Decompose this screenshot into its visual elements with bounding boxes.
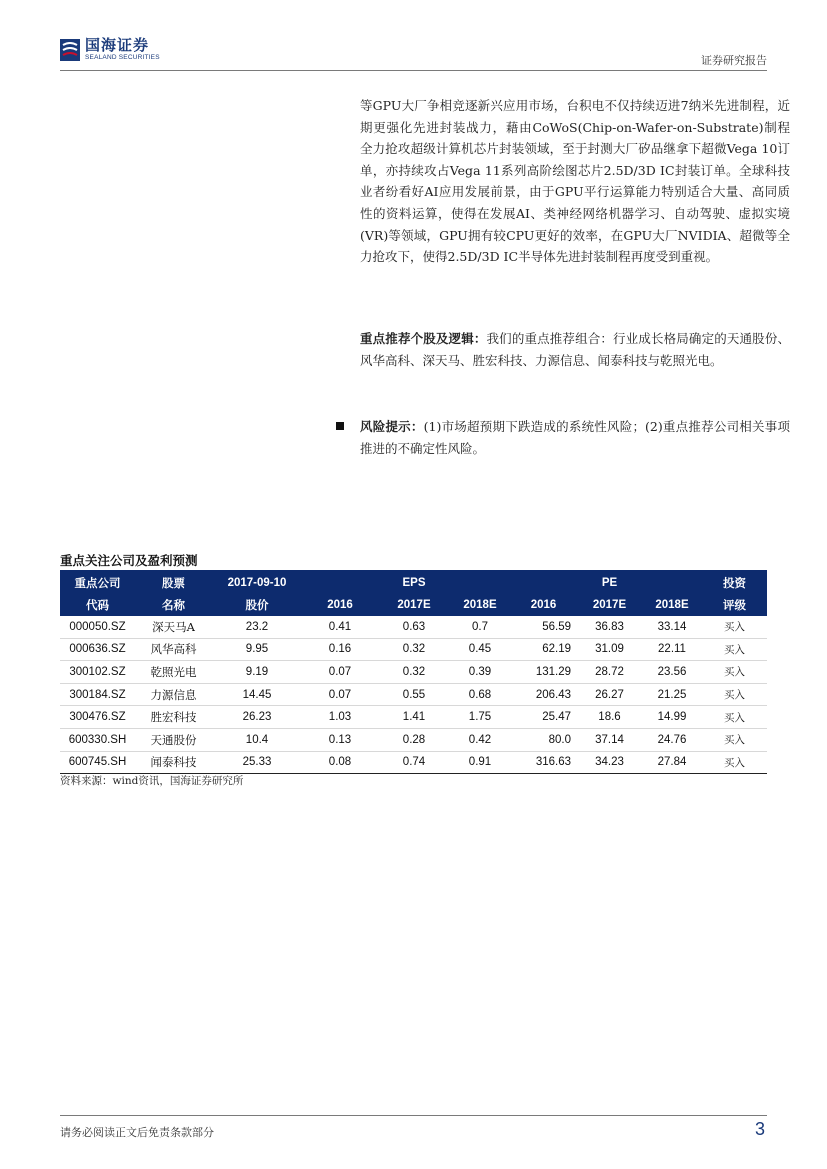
cell-price: 10.4 [212, 728, 302, 751]
page-number: 3 [754, 1119, 765, 1139]
table-row [60, 661, 767, 684]
cell-rating: 买入 [702, 661, 767, 684]
header-pe-2017e: 2017E [577, 594, 642, 616]
header-divider [60, 70, 767, 71]
cell-eps-2017e: 1.41 [378, 706, 450, 729]
cell-price: 9.95 [212, 638, 302, 661]
header-eps-2018e: 2018E [450, 594, 510, 616]
cell-eps-2017e: 0.55 [378, 683, 450, 706]
cell-pe-2016: 56.59 [510, 616, 577, 638]
header-eps-2017e: 2017E [378, 594, 450, 616]
cell-eps-2016: 0.07 [302, 661, 378, 684]
cell-rating: 买入 [702, 728, 767, 751]
table-caption: 重点关注公司及盈利预测 [60, 553, 198, 568]
risk-label: 风险提示： [360, 419, 424, 434]
cell-pe-2018e: 33.14 [642, 616, 702, 638]
cell-eps-2016: 0.16 [302, 638, 378, 661]
header-name: 股票 [135, 570, 212, 594]
table-source-note: 资料来源：wind资讯，国海证券研究所 [60, 775, 244, 787]
footer-disclaimer: 请务必阅读正文后免责条款部分 [60, 1126, 214, 1139]
header-name-2: 名称 [135, 594, 212, 616]
cell-price: 9.19 [212, 661, 302, 684]
cell-pe-2018e: 27.84 [642, 751, 702, 774]
cell-pe-2017e: 28.72 [577, 661, 642, 684]
cell-price: 25.33 [212, 751, 302, 774]
cell-rating: 买入 [702, 616, 767, 638]
cell-name: 乾照光电 [135, 661, 212, 684]
cell-eps-2018e: 1.75 [450, 706, 510, 729]
cell-code: 000636.SZ [60, 638, 135, 661]
cell-pe-2018e: 23.56 [642, 661, 702, 684]
cell-eps-2018e: 0.7 [450, 616, 510, 638]
header-code: 重点公司 [60, 570, 135, 594]
cell-pe-2017e: 18.6 [577, 706, 642, 729]
cell-pe-2018e: 14.99 [642, 706, 702, 729]
cell-name: 闻泰科技 [135, 751, 212, 774]
cell-rating: 买入 [702, 751, 767, 774]
cell-eps-2016: 0.41 [302, 616, 378, 638]
earnings-forecast-table [60, 570, 767, 774]
header-eps: EPS [378, 570, 450, 594]
cell-eps-2016: 0.07 [302, 683, 378, 706]
recommendation-paragraph [360, 328, 790, 371]
logo-chinese-name: 国海证券 [85, 36, 150, 54]
risk-text: (1)市场超预期下跌造成的系统性风险；(2)重点推荐公司相关事项推进的不确定性风险。 [360, 419, 790, 456]
table-row [60, 616, 767, 638]
cell-eps-2017e: 0.74 [378, 751, 450, 774]
cell-eps-2018e: 0.39 [450, 661, 510, 684]
industry-analysis-paragraph: 等GPU大厂争相竞逐新兴应用市场，台积电不仅持续迈进7纳米先进制程，近期更强化先进封装战力，藉由CoWoS(Chip-on-Wafer-on-Substrate)制程全力抢攻超级计算机芯片封装领域，至于封测大厂矽品继拿下超微Vega 10订单，亦持续攻占Vega 11系列高阶绘图芯片2.5D/3D IC封装订单。全球科技业者纷看好AI应用发展前景，由于GPU平行运算能力特别适合大量、高同质性的资料运算，使得在发展AI、类神经网络机器学习、自动驾驶、虚拟实境(VR)等领域，GPU拥有较CPU更好的效率，在GPU大厂NVIDIA、超微等全力抢攻下，使得2.5D/3D IC半导体先进封装制程再度受到重视。 [360, 98, 790, 265]
recommendation-text: 我们的重点推荐组合：行业成长格局确定的天通股份、风华高科、深天马、胜宏科技、力源信息、闻泰科技与乾照光电。 [360, 331, 790, 368]
header-eps-2016: 2016 [302, 594, 378, 616]
cell-eps-2017e: 0.32 [378, 638, 450, 661]
header-pe-2018e: 2018E [642, 594, 702, 616]
table-row [60, 706, 767, 729]
cell-pe-2016: 316.63 [510, 751, 577, 774]
sealand-logo-icon [60, 39, 80, 61]
cell-eps-2018e: 0.45 [450, 638, 510, 661]
cell-pe-2016: 80.0 [510, 728, 577, 751]
table-header-row-2 [60, 594, 767, 616]
cell-price: 23.2 [212, 616, 302, 638]
bullet-square-icon [336, 422, 344, 430]
cell-eps-2018e: 0.91 [450, 751, 510, 774]
cell-rating: 买入 [702, 706, 767, 729]
header-price: 股价 [212, 594, 302, 616]
cell-code: 300184.SZ [60, 683, 135, 706]
cell-pe-2017e: 36.83 [577, 616, 642, 638]
cell-eps-2016: 1.03 [302, 706, 378, 729]
cell-eps-2017e: 0.28 [378, 728, 450, 751]
cell-eps-2017e: 0.63 [378, 616, 450, 638]
cell-rating: 买入 [702, 683, 767, 706]
cell-eps-2018e: 0.68 [450, 683, 510, 706]
cell-pe-2016: 131.29 [510, 661, 577, 684]
table-row [60, 683, 767, 706]
table-row [60, 728, 767, 751]
cell-code: 300102.SZ [60, 661, 135, 684]
sealand-logo [60, 38, 160, 62]
header-rating-2: 评级 [702, 594, 767, 616]
header-date: 2017-09-10 [212, 570, 302, 594]
cell-name: 风华高科 [135, 638, 212, 661]
header-pe-2016: 2016 [510, 594, 577, 616]
cell-pe-2016: 206.43 [510, 683, 577, 706]
cell-eps-2016: 0.13 [302, 728, 378, 751]
header-rating: 投资 [702, 570, 767, 594]
cell-eps-2016: 0.08 [302, 751, 378, 774]
cell-pe-2016: 62.19 [510, 638, 577, 661]
report-type-label: 证券研究报告 [701, 54, 767, 67]
cell-code: 000050.SZ [60, 616, 135, 638]
cell-pe-2017e: 34.23 [577, 751, 642, 774]
header-pe: PE [577, 570, 642, 594]
cell-rating: 买入 [702, 638, 767, 661]
cell-name: 深天马A [135, 616, 212, 638]
footer-divider [60, 1115, 767, 1116]
cell-code: 600745.SH [60, 751, 135, 774]
cell-pe-2018e: 22.11 [642, 638, 702, 661]
cell-pe-2018e: 21.25 [642, 683, 702, 706]
table-row [60, 638, 767, 661]
cell-eps-2018e: 0.42 [450, 728, 510, 751]
cell-pe-2017e: 26.27 [577, 683, 642, 706]
cell-price: 26.23 [212, 706, 302, 729]
cell-code: 300476.SZ [60, 706, 135, 729]
cell-name: 胜宏科技 [135, 706, 212, 729]
cell-name: 力源信息 [135, 683, 212, 706]
table-header-row-1 [60, 570, 767, 594]
cell-code: 600330.SH [60, 728, 135, 751]
cell-eps-2017e: 0.32 [378, 661, 450, 684]
cell-pe-2017e: 37.14 [577, 728, 642, 751]
cell-pe-2017e: 31.09 [577, 638, 642, 661]
header-code-2: 代码 [60, 594, 135, 616]
cell-pe-2018e: 24.76 [642, 728, 702, 751]
cell-price: 14.45 [212, 683, 302, 706]
logo-english-name: SEALAND SECURITIES [85, 54, 160, 61]
cell-pe-2016: 25.47 [510, 706, 577, 729]
risk-paragraph [360, 416, 790, 459]
recommendation-label: 重点推荐个股及逻辑： [360, 331, 487, 346]
cell-name: 天通股份 [135, 728, 212, 751]
table-row [60, 751, 767, 774]
